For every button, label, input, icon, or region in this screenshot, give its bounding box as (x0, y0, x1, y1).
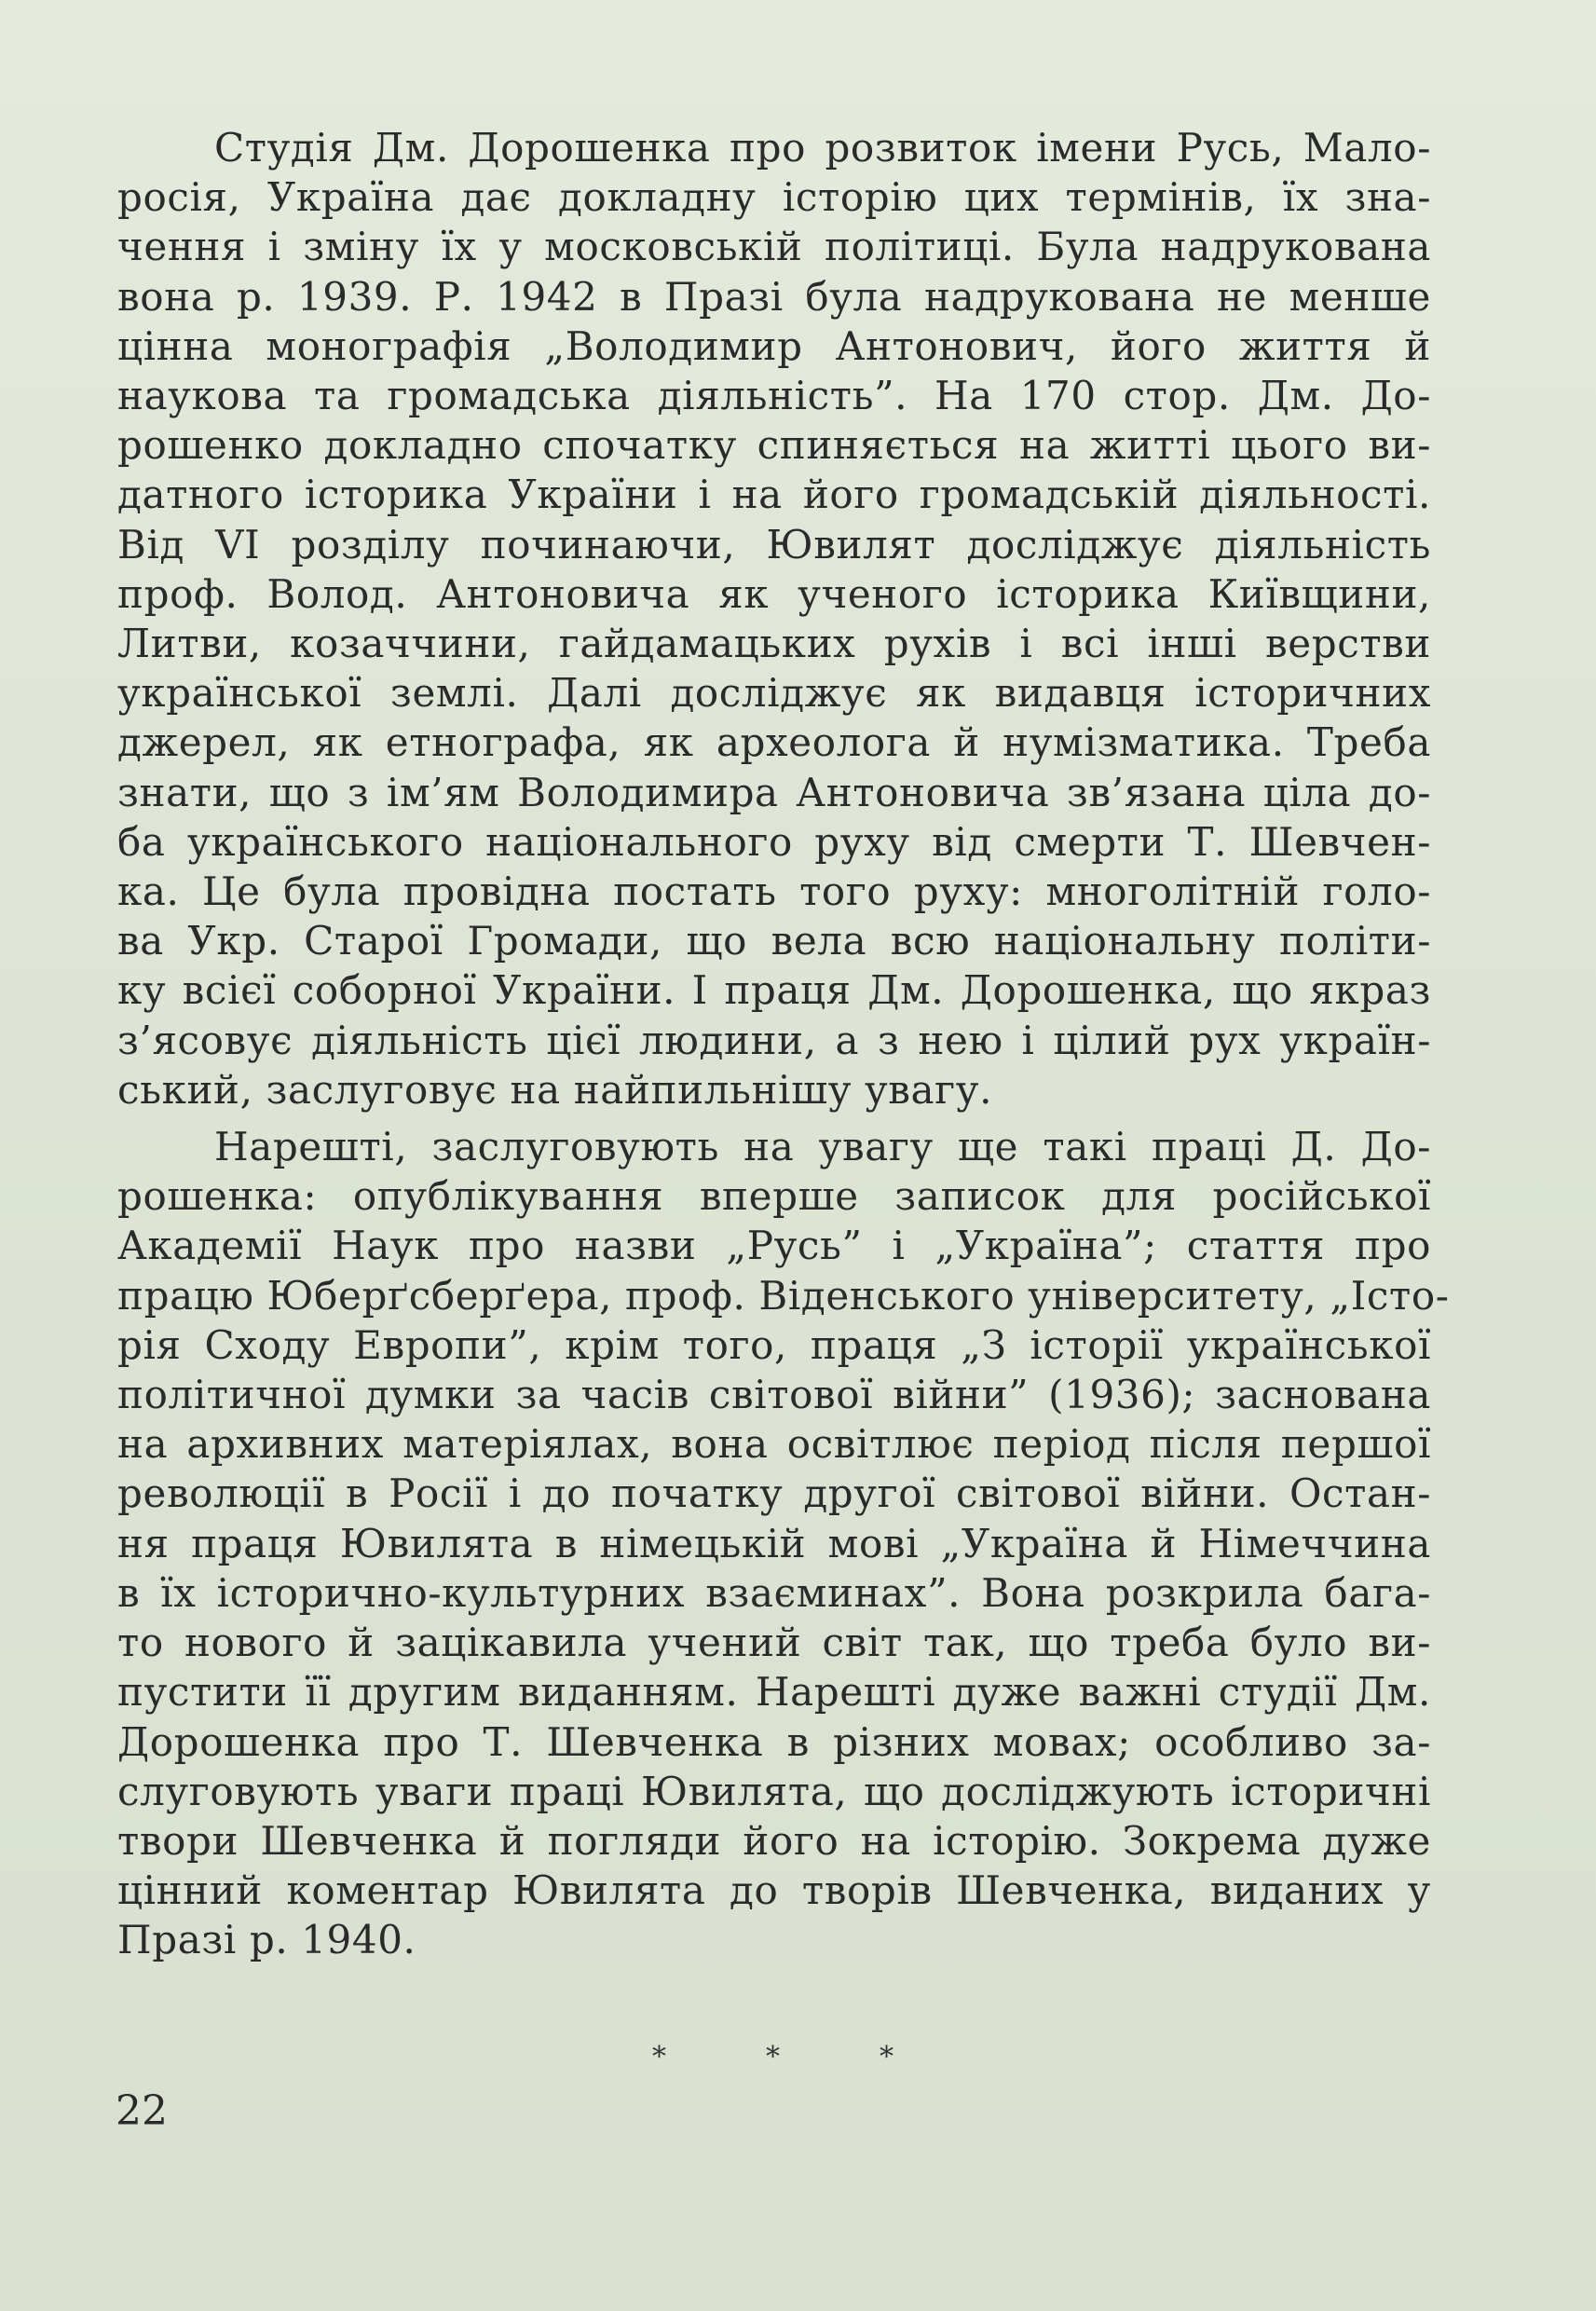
text-line: цінний коментар Ювилята до творів Шевченка, виданих у (117, 1867, 1431, 1914)
text-line: пустити її другим виданням. Нарешті дуже важні студії Дм. (117, 1669, 1431, 1716)
text-line: Литви, козаччини, гайдамацьких рухів і всі інші верстви (117, 621, 1431, 667)
text-line: цінна монографія „Володимир Антонович, його життя й (117, 322, 1431, 369)
body-text (117, 123, 1450, 1973)
text-line: Нарешті, заслуговують на увагу ще такі праці Д. До- (214, 1124, 1431, 1170)
text-line: на архивних матеріялах, вона освітлює період після першої (117, 1421, 1431, 1468)
text-line: то нового й зацікавила учений світ так, що треба було ви- (117, 1620, 1431, 1666)
text-line: рія Сходу Европи”, крім того, праця „З історії української (117, 1321, 1431, 1368)
text-line: працю Юберґсберґера, проф. Віденського університету, „Істо- (117, 1272, 1450, 1319)
text-line: слуговують уваги праці Ювилята, що досліджують історичні (117, 1768, 1431, 1814)
text-line: датного історика України і на його громадській діяльності. (117, 472, 1431, 518)
text-line: наукова та громадська діяльність”. На 170 стор. Дм. До- (117, 373, 1431, 419)
text-line: знати, що з ім’ям Володимира Антоновича зв’язана ціла до- (117, 769, 1431, 815)
text-line: ба українського національного руху від смерти Т. Шевчен- (117, 818, 1431, 865)
text-line: ва Укр. Старої Громади, що вела всю національну політи- (117, 918, 1431, 964)
text-line: в їх історично-культурних взаєминах”. Вона розкрила бага- (117, 1569, 1431, 1616)
text-line: Празі р. 1940. (117, 1917, 416, 1963)
text-line: Від VI розділу починаючи, Ювилят досліджує діяльність (117, 521, 1431, 567)
text-line: чення і зміну їх у московській політиці. Була надрукована (117, 224, 1431, 270)
text-line: Студія Дм. Дорошенка про розвиток імени Русь, Мало- (214, 125, 1431, 171)
text-line: вона р. 1939. Р. 1942 в Празі була надрукована не менше (117, 273, 1431, 320)
text-line: рошенко докладно спочатку спиняється на житті цього ви- (117, 422, 1431, 469)
asterisk-divider-mark: * (766, 2041, 780, 2073)
text-line: проф. Волод. Антоновича як ученого історика Київщини, (117, 570, 1431, 617)
paragraph-2 (117, 1122, 1450, 1964)
text-line: ський, заслуговує на найпильнішу увагу. (117, 1066, 993, 1113)
text-line: ку всієї соборної України. І праця Дм. Дорошенка, що якраз (117, 967, 1431, 1014)
text-line: Академії Наук про назви „Русь” і „Україна”; стаття про (117, 1223, 1431, 1269)
text-line: твори Шевченка й погляди його на історію. Зокрема дуже (117, 1817, 1431, 1864)
text-line: ня праця Ювилята в німецькій мові „Україна й Німеччина (117, 1520, 1431, 1566)
text-line: росія, Україна дає докладну історію цих термінів, їх зна- (117, 174, 1431, 221)
text-line: джерел, як етнографа, як археолога й нумізматика. Треба (117, 719, 1431, 766)
text-line: Дорошенка про Т. Шевченка в різних мовах; особливо за- (117, 1718, 1431, 1765)
asterisk-divider-mark: * (652, 2041, 666, 2073)
text-line: рошенка: опублікування вперше записок для російської (117, 1173, 1431, 1220)
text-line: з’ясовує діяльність цієї людини, а з нею і цілий рух україн- (117, 1017, 1431, 1063)
text-line: української землі. Далі досліджує як видавця історичних (117, 670, 1431, 717)
text-line: ка. Це була провідна постать того руху: многолітній голо- (117, 868, 1431, 915)
text-line: революції в Росії і до початку другої світової війни. Остан- (117, 1470, 1431, 1517)
asterisk-divider-mark: * (880, 2041, 893, 2073)
page-number: 22 (116, 2087, 168, 2135)
text-line: політичної думки за часів світової війни” (1936); заснована (117, 1372, 1431, 1418)
paragraph-1 (117, 123, 1431, 1114)
